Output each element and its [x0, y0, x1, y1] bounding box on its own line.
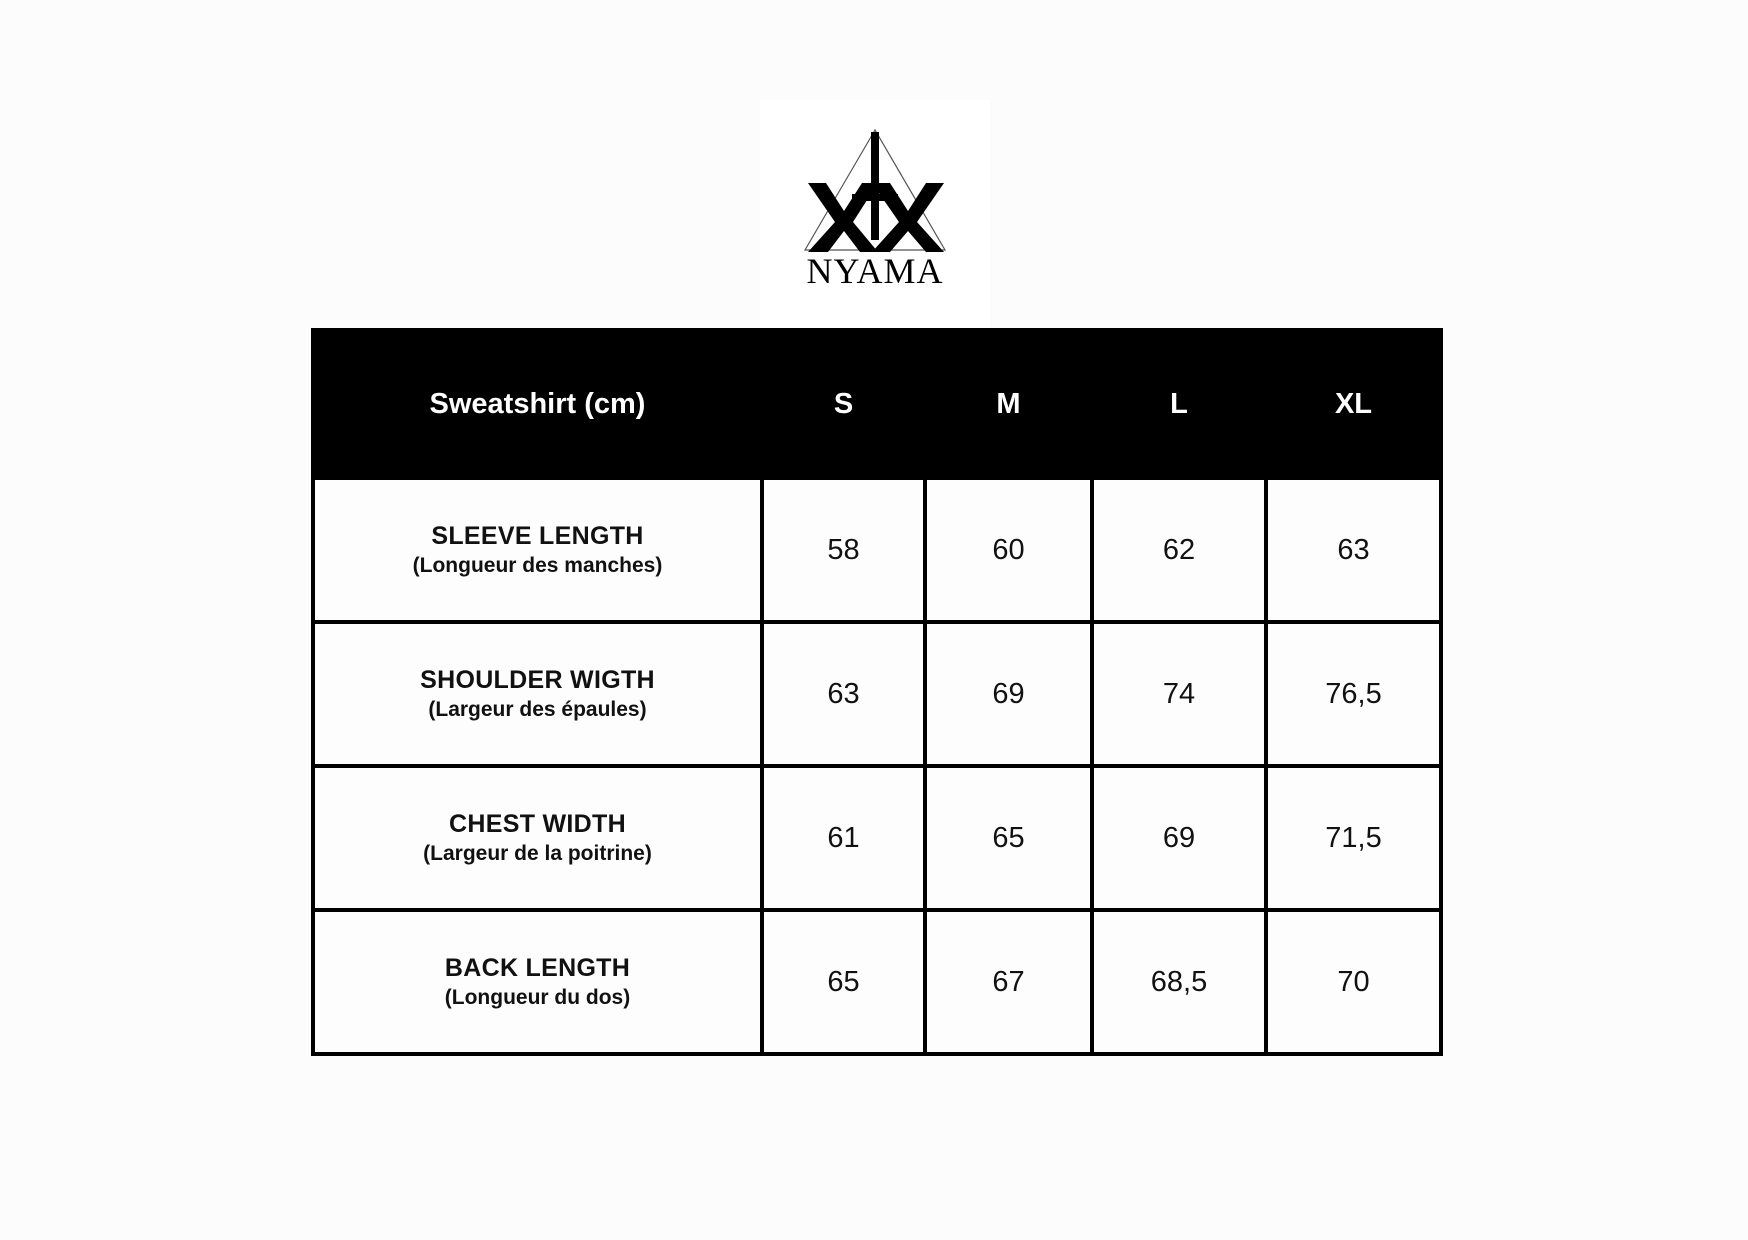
brand-name: NYAMA — [806, 251, 944, 291]
value-cell: 76,5 — [1266, 622, 1441, 766]
value-cell: 63 — [762, 622, 925, 766]
row-label: BACK LENGTH — [444, 954, 631, 982]
value-cell: 68,5 — [1092, 910, 1266, 1054]
row-sublabel: (Longueur des manches) — [412, 554, 663, 577]
row-label-cell — [313, 478, 762, 622]
nyama-logo-icon — [760, 100, 990, 330]
value-cell: 58 — [762, 478, 925, 622]
row-sublabel: (Largeur des épaules) — [428, 698, 647, 721]
value-cell: 74 — [1092, 622, 1266, 766]
value-cell: 62 — [1092, 478, 1266, 622]
value-cell: 65 — [925, 766, 1092, 910]
table-row — [313, 910, 1441, 1054]
row-label: SHOULDER WIGTH — [420, 666, 655, 694]
row-label-cell — [313, 910, 762, 1054]
table-row — [313, 478, 1441, 622]
row-label-cell — [313, 766, 762, 910]
size-header-s: S — [762, 330, 925, 478]
size-chart-table — [311, 328, 1443, 1056]
row-label: CHEST WIDTH — [449, 810, 626, 838]
value-cell: 60 — [925, 478, 1092, 622]
row-sublabel: (Longueur du dos) — [444, 986, 631, 1009]
value-cell: 67 — [925, 910, 1092, 1054]
value-cell: 65 — [762, 910, 925, 1054]
table-row — [313, 622, 1441, 766]
value-cell: 63 — [1266, 478, 1441, 622]
value-cell: 61 — [762, 766, 925, 910]
value-cell: 69 — [925, 622, 1092, 766]
brand-logo — [760, 100, 990, 330]
size-header-m: M — [925, 330, 1092, 478]
value-cell: 71,5 — [1266, 766, 1441, 910]
header-row — [313, 330, 1441, 478]
value-cell: 69 — [1092, 766, 1266, 910]
size-header-l: L — [1092, 330, 1266, 478]
size-header-xl: XL — [1266, 330, 1441, 478]
value-cell: 70 — [1266, 910, 1441, 1054]
table-title: Sweatshirt (cm) — [313, 330, 762, 478]
row-sublabel: (Largeur de la poitrine) — [423, 842, 652, 865]
table-row — [313, 766, 1441, 910]
row-label-cell — [313, 622, 762, 766]
row-label: SLEEVE LENGTH — [431, 522, 644, 550]
